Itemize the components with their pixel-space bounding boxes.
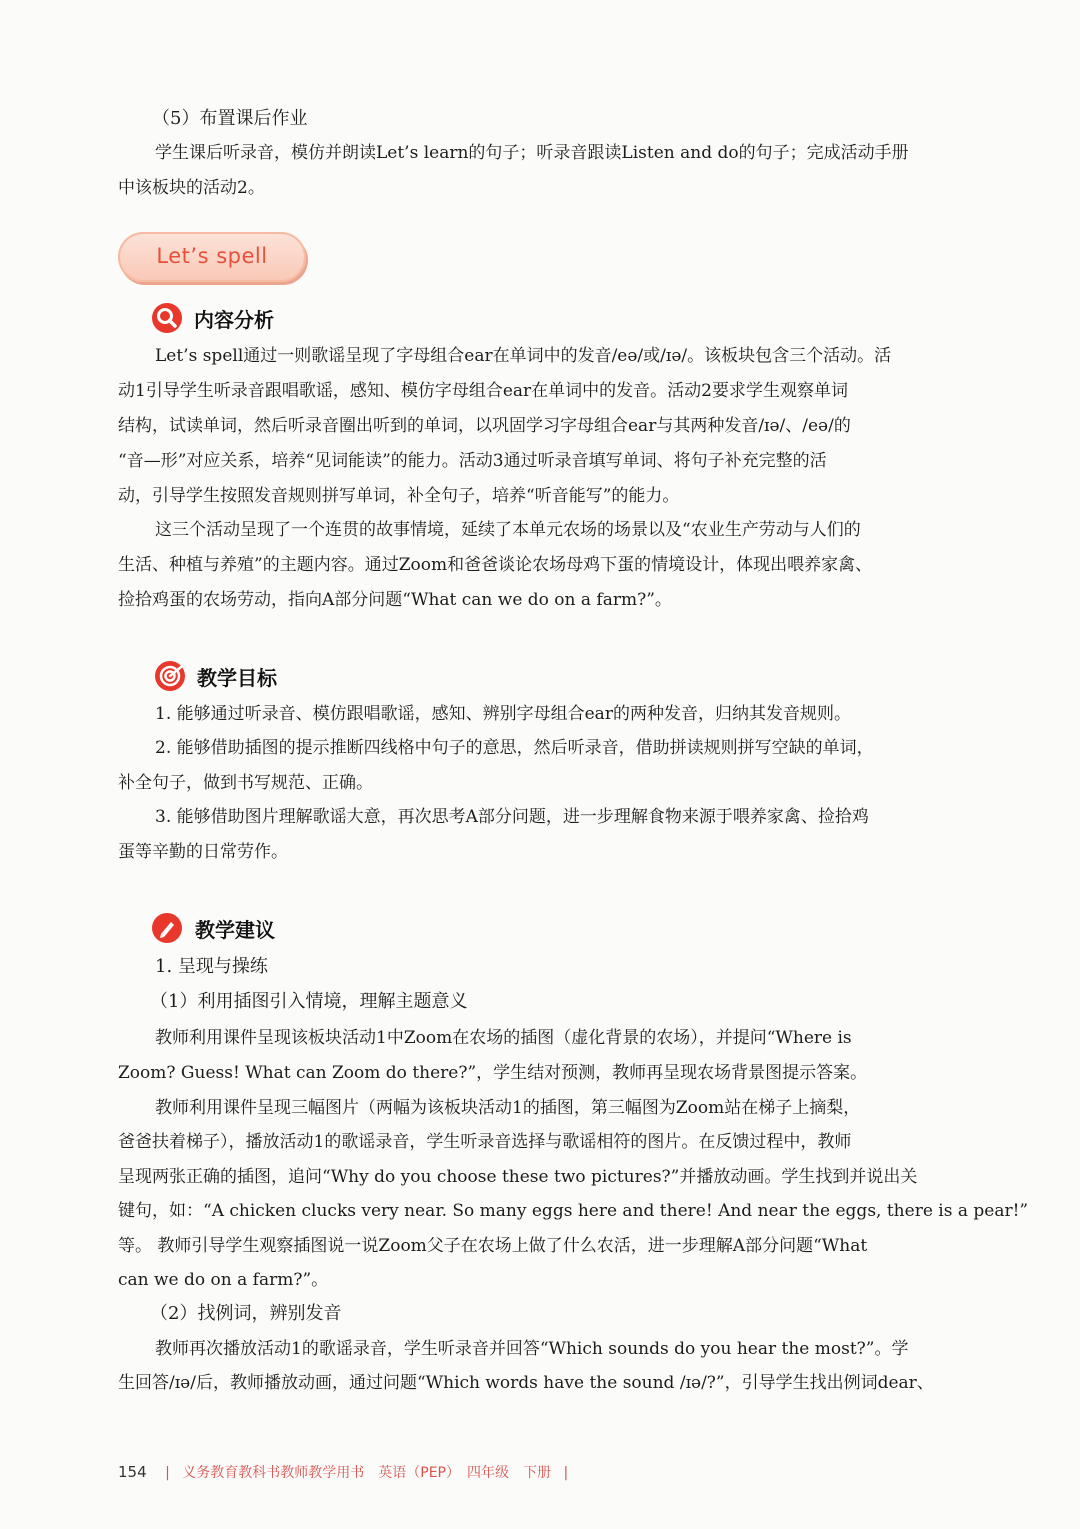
goal-line: 1. 能够通过听录音、模仿跟唱歌谣，感知、辨别字母组合ear的两种发音，归纳其发音规则。 [155,704,851,724]
analysis-line: “音—形”对应关系，培养“见词能读”的能力。活动3通过听录音填写单词、将句子补充完整的活 [118,451,827,471]
analysis-line: 动1引导学生听录音跟唱歌谣，感知、模仿字母组合ear在单词中的发音。活动2要求学生观察单词 [118,381,848,401]
magnifier-icon [152,303,182,333]
analysis-line: 这三个活动呈现了一个连贯的故事情境，延续了本单元农场的场景以及“农业生产劳动与人们的 [155,520,861,540]
suggestion-line: 键句，如：“A chicken clucks very near. So many eggs here and there! And near the eggs, there is a pear!” [118,1201,1029,1221]
analysis-line: 生活、种植与养殖”的主题内容。通过Zoom和爸爸谈论农场母鸡下蛋的情境设计，体现出喂养家禽、 [118,555,873,575]
footer-separator: | [165,1465,170,1481]
analysis-line: 捡拾鸡蛋的农场劳动，指向A部分问题“What can we do on a farm?”。 [118,590,672,610]
lets-spell-badge [118,232,306,282]
goals-title: 教学目标 [197,666,277,690]
analysis-title: 内容分析 [194,308,274,332]
page-footer [118,1462,568,1482]
goal-line: 蛋等辛勤的日常劳作。 [118,842,288,862]
book-title: 义务教育教科书教师教学用书 英语（PEP） 四年级 下册 [182,1465,551,1481]
suggestions-title: 教学建议 [195,918,275,942]
analysis-line: 动，引导学生按照发音规则拼写单词，补全句子，培养“听音能写”的能力。 [118,486,680,506]
homework-line: 中该板块的活动2。 [118,178,265,198]
page-number: 154 [118,1463,147,1481]
homework-line: 学生课后听录音，模仿并朗读Let’s learn的句子；听录音跟读Listen and do的句子；完成活动手册 [155,143,909,163]
suggestion-line: 生回答/ɪə/后，教师播放动画，通过问题“Which words have the sound /ɪə/?”，引导学生找出例词dear、 [118,1373,934,1393]
suggestion-line: 教师利用课件呈现三幅图片（两幅为该板块活动1的插图，第三幅图为Zoom站在梯子上摘梨， [155,1098,861,1118]
analysis-line: 结构，试读单词，然后听录音圈出听到的单词，以巩固学习字母组合ear与其两种发音/ɪə/、/eə/的 [118,416,851,436]
suggestion-line: 教师利用课件呈现该板块活动1中Zoom在农场的插图（虚化背景的农场），并提问“Where is [155,1028,852,1048]
homework-heading: （5）布置课后作业 [152,108,308,129]
suggestion-line: 教师再次播放活动1的歌谣录音，学生听录音并回答“Which sounds do you hear the most?”。学 [155,1339,909,1359]
goal-line: 补全句子，做到书写规范、正确。 [118,773,373,793]
suggestion-line: Zoom? Guess! What can Zoom do there?”，学生结对预测，教师再呈现农场背景图提示答案。 [118,1063,868,1083]
pencil-icon [152,913,182,943]
subsection-heading: （2）找例词，辨别发音 [150,1303,342,1324]
lets-spell-label: Let’s spell [156,244,268,268]
subsection-heading: （1）利用插图引入情境，理解主题意义 [150,991,468,1012]
goal-line: 2. 能够借助插图的提示推断四线格中句子的意思，然后听录音，借助拼读规则拼写空缺的单词， [155,738,874,758]
subsection-heading: 1. 呈现与操练 [155,956,268,977]
footer-separator: | [563,1465,569,1481]
suggestion-line: 爸爸扶着梯子），播放活动1的歌谣录音，学生听录音选择与歌谣相符的图片。在反馈过程中，教师 [118,1132,852,1152]
suggestion-line: 等。 教师引导学生观察插图说一说Zoom父子在农场上做了什么农活，进一步理解A部分问题“What [118,1236,868,1256]
suggestion-line: can we do on a farm?”。 [118,1270,329,1290]
goal-line: 3. 能够借助图片理解歌谣大意，再次思考A部分问题，进一步理解食物来源于喂养家禽、捡拾鸡 [155,807,869,827]
analysis-line: Let’s spell通过一则歌谣呈现了字母组合ear在单词中的发音/eə/或/ɪə/。该板块包含三个活动。活 [155,346,892,366]
target-icon [155,661,185,691]
suggestion-line: 呈现两张正确的插图，追问“Why do you choose these two pictures?”并播放动画。学生找到并说出关 [118,1167,918,1187]
